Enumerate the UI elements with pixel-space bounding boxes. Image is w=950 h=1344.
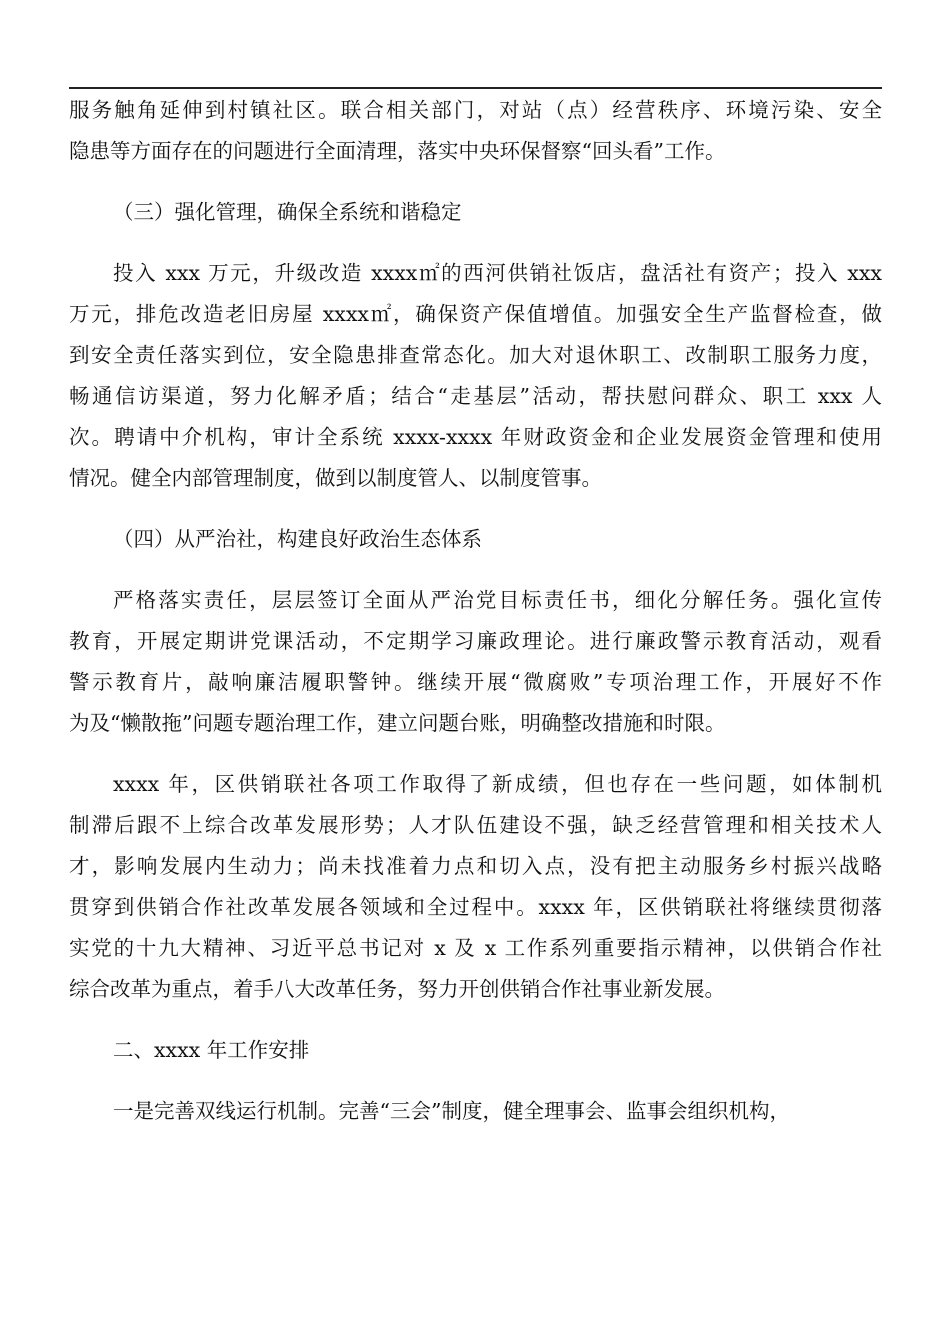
text-line: 隐患等方面存在的问题进行全面清理，落实中央环保督察“回头看”工作。 xyxy=(69,139,726,163)
text-line: 贯穿到供销合作社改革发展各领域和全过程中。xxxx 年，区供销联社将继续贯彻落 xyxy=(69,895,882,919)
text-line: 为及“懒散拖”问题专题治理工作，建立问题台账，明确整改措施和时限。 xyxy=(69,711,726,735)
heading-text: （四）从严治社，构建良好政治生态体系 xyxy=(113,527,482,551)
text-line: 情况。健全内部管理制度，做到以制度管人、以制度管事。 xyxy=(69,466,602,490)
text-line: 一是完善双线运行机制。完善“三会”制度，健全理事会、监事会组织机构， xyxy=(113,1099,790,1123)
text-line: 警示教育片，敲响廉洁履职警钟。继续开展“微腐败”专项治理工作，开展好不作 xyxy=(69,670,882,694)
text-line: 才，影响发展内生动力；尚未找准着力点和切入点，没有把主动服务乡村振兴战略 xyxy=(69,854,882,878)
header-divider xyxy=(69,87,882,89)
paragraph-service-reach xyxy=(69,90,882,172)
heading-text: （三）强化管理，确保全系统和谐稳定 xyxy=(113,200,462,224)
heading-text: 二、xxxx 年工作安排 xyxy=(113,1038,310,1062)
section-heading-3 xyxy=(69,192,882,233)
text-line: 服务触角延伸到村镇社区。联合相关部门，对站（点）经营秩序、环境污染、安全 xyxy=(69,98,882,122)
text-line: 畅通信访渠道，努力化解矛盾；结合“走基层”活动，帮扶慰问群众、职工 xxx 人 xyxy=(69,384,882,408)
text-line: 到安全责任落实到位，安全隐患排查常态化。加大对退休职工、改制职工服务力度， xyxy=(69,343,882,367)
document-body xyxy=(69,90,882,1132)
text-line: 万元，排危改造老旧房屋 xxxx㎡，确保资产保值增值。加强安全生产监督检查，做 xyxy=(69,302,882,326)
text-line: 次。聘请中介机构，审计全系统 xxxx-xxxx 年财政资金和企业发展资金管理和使用 xyxy=(69,425,882,449)
section-heading-work-plan xyxy=(69,1030,882,1071)
paragraph-problems-summary xyxy=(69,764,882,1010)
text-line: 投入 xxx 万元，升级改造 xxxx㎡的西河供销社饭店，盘活社有资产；投入 xxx xyxy=(113,261,882,285)
paragraph-dual-mechanism xyxy=(69,1091,882,1132)
text-line: 教育，开展定期讲党课活动，不定期学习廉政理论。进行廉政警示教育活动，观看 xyxy=(69,629,882,653)
paragraph-strict-governance xyxy=(69,580,882,744)
text-line: 严格落实责任，层层签订全面从严治党目标责任书，细化分解任务。强化宣传 xyxy=(113,588,882,612)
section-heading-4 xyxy=(69,519,882,560)
text-line: 制滞后跟不上综合改革发展形势；人才队伍建设不强，缺乏经营管理和相关技术人 xyxy=(69,813,882,837)
text-line: xxxx 年，区供销联社各项工作取得了新成绩，但也存在一些问题，如体制机 xyxy=(113,772,882,796)
paragraph-management xyxy=(69,253,882,499)
text-line: 实党的十九大精神、习近平总书记对 x 及 x 工作系列重要指示精神，以供销合作社 xyxy=(69,936,882,960)
text-line: 综合改革为重点，着手八大改革任务，努力开创供销合作社事业新发展。 xyxy=(69,977,725,1001)
